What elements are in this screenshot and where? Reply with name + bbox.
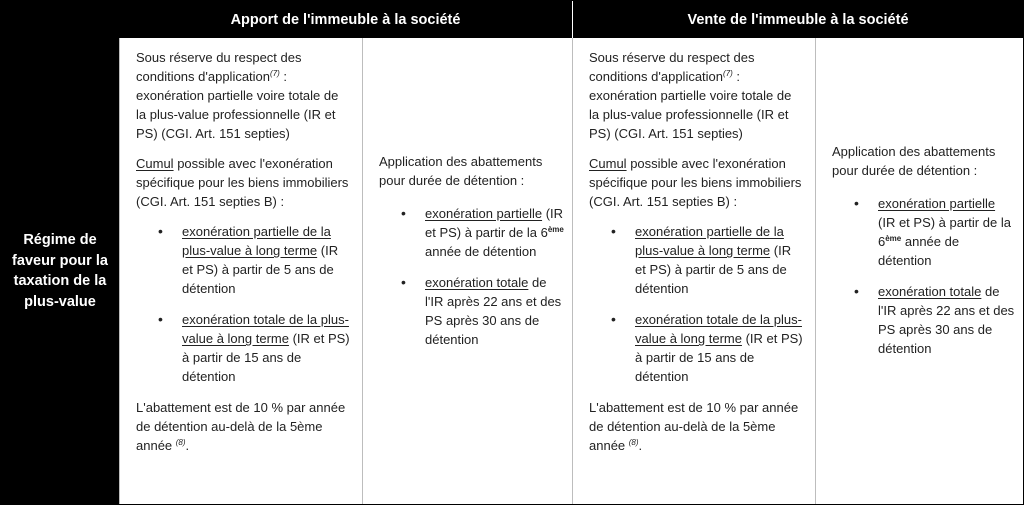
vente-conditions-cell — [572, 38, 815, 504]
abattements-list — [379, 204, 564, 349]
apport-conditions-cell — [119, 38, 362, 504]
conditions-paragraph: Sous réserve du respect des conditions d'application$^{(7)}$ : exonération partielle voire totale de la plus-value professionnelle (IR et PS) (CGI. Art. 151 septies) — [136, 50, 339, 141]
abattement-paragraph: L'abattement est de 10 % par année de détention au-delà de la 5ème année $^{(8)}$. — [589, 400, 799, 453]
conditions-paragraph: Sous réserve du respect des conditions d'application$^{(7)}$ : exonération partielle voire totale de la plus-value professionnelle (IR et PS) (CGI. Art. 151 septies) — [589, 50, 792, 141]
abattements-list — [832, 194, 1015, 358]
apport-abattements-cell — [362, 38, 572, 504]
row-label: Régime de faveur pour la taxation de la plus-value — [1, 38, 119, 504]
abattement-paragraph: L'abattement est de 10 % par année de détention au-delà de la 5ème année $^{(8)}$. — [136, 400, 346, 453]
header-vente: Vente de l'immeuble à la société — [572, 1, 1023, 38]
cumul-paragraph: Cumul possible avec l'exonération spécifique pour les biens immobiliers (CGI. Art. 151 septies B) : — [136, 156, 349, 209]
exoneration-list — [589, 222, 805, 386]
list-item: • exonération totale de la plus-value à long terme (IR et PS) à partir de 15 ans de détention — [182, 310, 352, 386]
header-apport: Apport de l'immeuble à la société — [119, 1, 572, 38]
exoneration-list — [136, 222, 352, 386]
list-item: • exonération totale de la plus-value à long terme (IR et PS) à partir de 15 ans de détention — [635, 310, 805, 386]
list-item: • exonération partielle (IR et PS) à partir de la 6ème année de détention — [878, 194, 1015, 270]
header-corner — [1, 1, 119, 38]
abattements-paragraph: Application des abattements pour durée de détention : — [379, 153, 543, 188]
list-item: • exonération partielle (IR et PS) à partir de la 6ème année de détention — [425, 204, 564, 261]
abattements-paragraph: Application des abattements pour durée de détention : — [832, 144, 996, 178]
cumul-paragraph: Cumul possible avec l'exonération spécifique pour les biens immobiliers (CGI. Art. 151 septies B) : — [589, 156, 802, 209]
vente-abattements-cell — [815, 38, 1023, 504]
list-item: • exonération partielle de la plus-value à long terme (IR et PS) à partir de 5 ans de détention — [182, 222, 352, 298]
list-item: • exonération totale de l'IR après 22 ans et des PS après 30 ans de détention — [878, 282, 1015, 358]
list-item: • exonération partielle de la plus-value à long terme (IR et PS) à partir de 5 ans de détention — [635, 222, 805, 298]
list-item: • exonération totale de l'IR après 22 ans et des PS après 30 ans de détention — [425, 273, 564, 349]
